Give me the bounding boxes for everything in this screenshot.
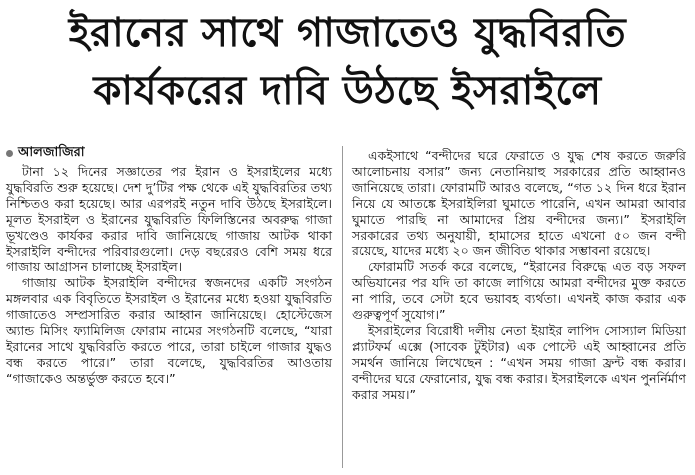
source-label xyxy=(6,144,85,162)
paragraph: ফোরামটি সতর্ক করে বলেছে, “ইরানের বিরুদ্ধে এত বড় সফল অভিযানের পর যদি তা কাজে লাগিয়ে আমরা বন্দীদের মুক্ত করতে না পারি, তবে সেটা হবে ভয়াবহ ব্যর্থতা। এখনই কাজ করার এক গুরুত্বপূর্ণ সুযোগ।” xyxy=(352,259,686,323)
source-name: আলজাজিরা xyxy=(18,145,85,160)
headline xyxy=(0,4,695,120)
paragraph: একইসাথে “বন্দীদের ঘরে ফেরাতে ও যুদ্ধ শেষ করতে জরুরি আলোচনায় বসার” জন্য নেতানিয়াহু সরকারের প্রতি আহ্বানও জানিয়েছে তারা। ফোরামটি আরও বলেছে, “গত ১২ দিন ধরে ইরান নিয়ে যে আতঙ্কে ইসরাইলিরা ঘুমাতে পারেনি, এখন আমরা আবার ঘুমাতে পারছি না আমাদের প্রিয় বন্দীদের জন্য।” ইসরাইলি সরকারের তথ্য অনুযায়ী, হামাসের হাতে এখনো ৫০ জন বন্দী রয়েছে, যাদের মধ্যে ২০ জন জীবিত থাকার সম্ভাবনা রয়েছে। xyxy=(352,148,686,259)
paragraph: টানা ১২ দিনের সজ্ঞাতের পর ইরান ও ইসরাইলের মধ্যে যুদ্ধবিরতি শুরু হয়েছে। দেশ দু’টির পক্ষ থেকে এই যুদ্ধবিরতির তথ্য নিশ্চিতও করা হয়েছে। আর এরপরই নতুন দাবি উঠছে ইসরাইলে। মূলত ইসরাইল ও ইরানের যুদ্ধবিরতি ফিলিস্তিনের অবরুদ্ধ গাজা ভূখণ্ডেও কার্যকর করার দাবি জানিয়েছে গাজায় আটক থাকা ইসরাইলি বন্দীদের পরিবারগুলো। দেড় বছরেরও বেশি সময় ধরে গাজায় আগ্রাসন চালাচ্ছে ইসরাইল। xyxy=(6,164,332,275)
headline-line-2: কার্যকরের দাবি উঠছে ইসরাইলে xyxy=(93,68,602,114)
column-divider xyxy=(342,146,343,468)
right-column xyxy=(352,148,686,403)
headline-line-1: ইরানের সাথে গাজাতেও যুদ্ধবিরতি xyxy=(68,10,627,56)
bullet-icon xyxy=(6,150,13,157)
left-column xyxy=(6,164,332,387)
paragraph: গাজায় আটক ইসরাইলি বন্দীদের স্বজনদের একটি সংগঠন মঙ্গলবার এক বিবৃতিতে ইসরাইল ও ইরানের মধ্যে হওয়া যুদ্ধবিরতি গাজাতেও সম্প্রসারিত করার আহ্বান জানিয়েছে। হোস্টেজেস অ্যান্ড মিসিং ফ্যামিলিজ ফোরাম নামের সংগঠনটি বলেছে, “যারা ইরানের সাথে যুদ্ধবিরতি করতে পারে, তারা চাইলে গাজার যুদ্ধও বন্ধ করতে পারে।” তারা বলেছে, যুদ্ধবিরতির আওতায় “গাজাকেও অন্তর্ভুক্ত করতে হবে।” xyxy=(6,275,332,386)
paragraph: ইসরাইলের বিরোধী দলীয় নেতা ইয়াইর লাপিদ সোস্যাল মিডিয়া প্ল্যাটফর্ম এক্সে (সাবেক টুইটার) এক পোস্টে এই আহ্বানের প্রতি সমর্থন জানিয়ে লিখেছেন : “এখন সময় গাজা ফ্রন্ট বন্ধ করার। বন্দীদের ঘরে ফেরানোর, যুদ্ধ বন্ধ করার। ইসরাইলকে এখন পুনর্নির্মাণ করার সময়।” xyxy=(352,322,686,402)
